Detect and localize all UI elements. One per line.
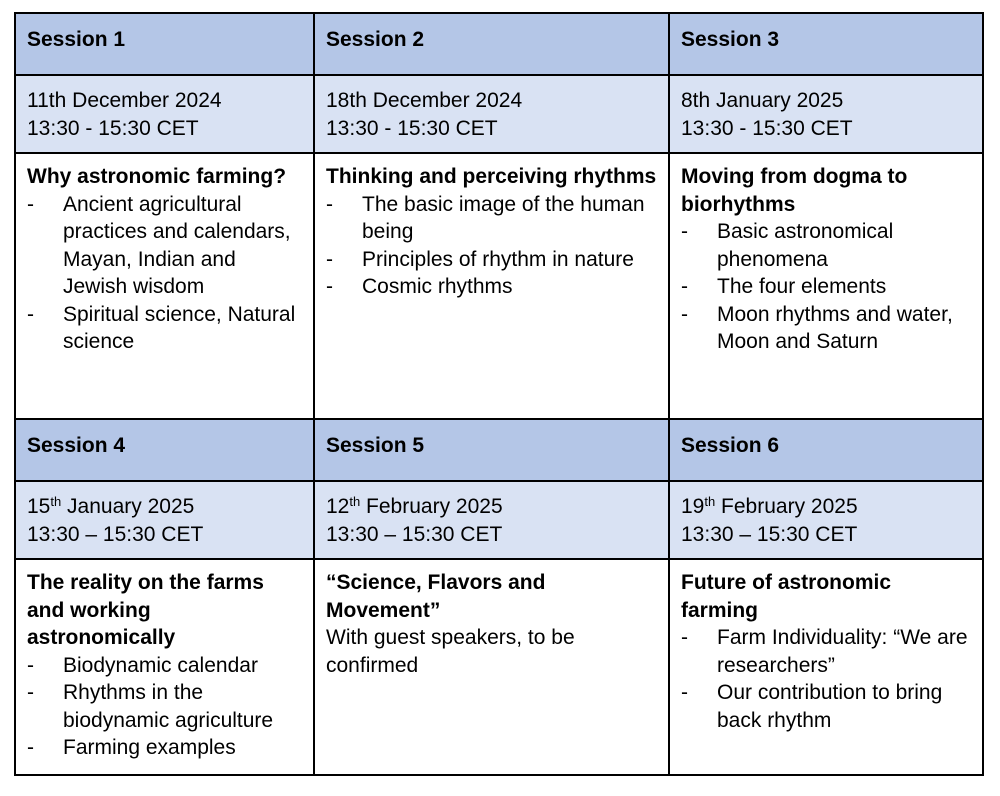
session-time: 13:30 - 15:30 CET — [326, 117, 498, 140]
session-date: 11th December 2024 — [27, 89, 222, 112]
bullet-item: - Basic astronomical phenomena — [681, 218, 972, 273]
session-header-cell — [314, 13, 669, 75]
session-topic-cell — [15, 153, 314, 419]
session-date: 8th January 2025 — [681, 89, 844, 112]
session-date-cell — [669, 75, 983, 153]
session-bullets — [681, 624, 972, 734]
session-title: “Science, Flavors and Movement” — [326, 571, 546, 622]
session-time: 13:30 – 15:30 CET — [326, 523, 503, 546]
session-time: 13:30 – 15:30 CET — [27, 523, 204, 546]
session-date: 12th February 2025 — [326, 494, 503, 518]
header-row-1 — [15, 13, 983, 75]
topic-row-2 — [15, 559, 983, 775]
session-topic-cell — [669, 153, 983, 419]
session-description: With guest speakers, to be confirmed — [326, 626, 575, 677]
session-header: Session 4 — [27, 434, 126, 457]
bullet-item: - Farming examples — [27, 734, 303, 762]
bullet-item: - Cosmic rhythms — [326, 273, 658, 301]
date-row-1 — [15, 75, 983, 153]
bullet-item: - The basic image of the human being — [326, 191, 658, 246]
session-title: The reality on the farms and working astronomically — [27, 571, 264, 649]
session-topic-cell — [314, 153, 669, 419]
bullet-item: - Biodynamic calendar — [27, 652, 303, 680]
session-topic-cell — [15, 559, 314, 775]
session-bullets — [27, 191, 303, 356]
bullet-item: - Ancient agricultural practices and calendars, Mayan, Indian and Jewish wisdom — [27, 191, 303, 301]
session-time: 13:30 – 15:30 CET — [681, 523, 858, 546]
session-bullets — [326, 191, 658, 301]
session-bullets — [27, 652, 303, 762]
topic-row-1 — [15, 153, 983, 419]
session-time: 13:30 - 15:30 CET — [681, 117, 853, 140]
session-header: Session 5 — [326, 434, 425, 457]
session-title: Thinking and perceiving rhythms — [326, 165, 657, 188]
session-date: 18th December 2024 — [326, 89, 523, 112]
session-title: Moving from dogma to biorhythms — [681, 165, 908, 216]
session-header: Session 1 — [27, 28, 126, 51]
session-header: Session 2 — [326, 28, 425, 51]
bullet-item: - The four elements — [681, 273, 972, 301]
session-title: Why astronomic farming? — [27, 165, 287, 188]
session-date: 19th February 2025 — [681, 494, 858, 518]
session-header-cell — [669, 419, 983, 481]
session-date-cell — [669, 481, 983, 559]
session-header-cell — [15, 419, 314, 481]
session-header: Session 6 — [681, 434, 780, 457]
bullet-item: - Farm Individuality: “We are researchers” — [681, 624, 972, 679]
session-date-cell — [15, 481, 314, 559]
bullet-item: - Spiritual science, Natural science — [27, 301, 303, 356]
session-bullets — [681, 218, 972, 356]
session-topic-cell — [669, 559, 983, 775]
session-header-cell — [314, 419, 669, 481]
session-date-cell — [314, 75, 669, 153]
bullet-item: - Our contribution to bring back rhythm — [681, 679, 972, 734]
session-date-cell — [314, 481, 669, 559]
bullet-item: - Rhythms in the biodynamic agriculture — [27, 679, 303, 734]
session-header-cell — [15, 13, 314, 75]
bullet-item: - Moon rhythms and water, Moon and Saturn — [681, 301, 972, 356]
session-date: 15th January 2025 — [27, 494, 195, 518]
schedule-table — [14, 12, 982, 776]
session-title: Future of astronomic farming — [681, 571, 892, 622]
session-time: 13:30 - 15:30 CET — [27, 117, 199, 140]
session-header-cell — [669, 13, 983, 75]
session-header: Session 3 — [681, 28, 780, 51]
session-topic-cell — [314, 559, 669, 775]
session-date-cell — [15, 75, 314, 153]
bullet-item: - Principles of rhythm in nature — [326, 246, 658, 274]
date-row-2 — [15, 481, 983, 559]
header-row-2 — [15, 419, 983, 481]
